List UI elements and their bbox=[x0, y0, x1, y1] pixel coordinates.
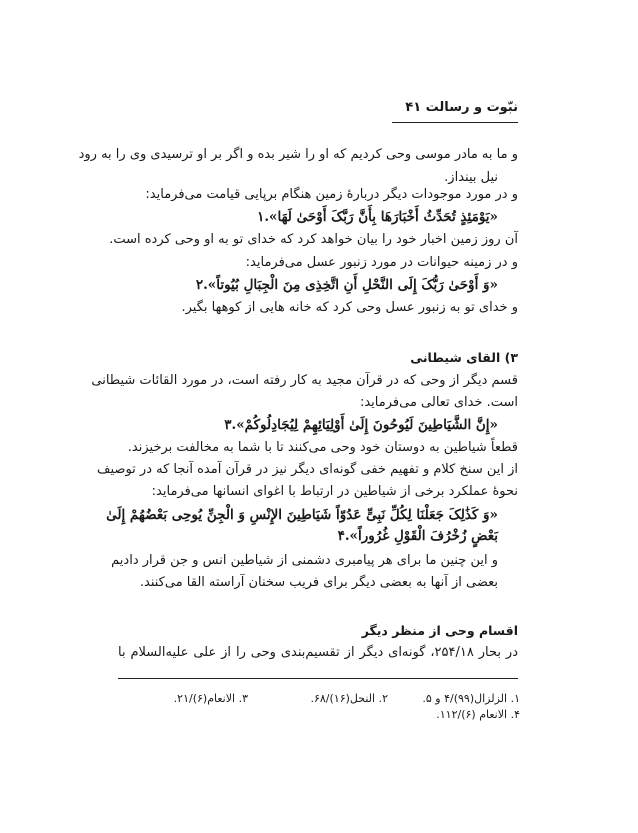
footnote-1: ۱. الزلزال(۹۹)/۴ و ۵. bbox=[422, 692, 520, 705]
footnote-3: ۳. الانعام(۶)/۲۱. bbox=[173, 692, 248, 705]
quran-verse-4b: بَعْضٍ زُخْرُفَ الْقَوْلِ غُرُوراً».۴ bbox=[337, 528, 498, 544]
footnote-divider bbox=[118, 678, 518, 679]
quran-verse-1: «یَوْمَئِذٍ تُحَدِّثُ أَخْبَارَهَا بِأَنَّ رَبَّکَ أَوْحَىٰ لَهَا».۱ bbox=[257, 209, 498, 225]
section1-line-4: قطعاً شیاطین به دوستان خود وحی می‌کنند تا با شما به مخالفت برخیزند. bbox=[127, 440, 518, 455]
quran-verse-4a: «وَ کَذَٰلِکَ جَعَلْنَا لِکُلِّ نَبِیٍّ عَدُوّاً شَیَاطِینَ الإِنْسِ وَ الْجِنِّ یُوحِی بَعْضُهُمْ إِلَىٰ bbox=[106, 507, 498, 523]
body-line-6: و در زمینه حیوانات در مورد زنبور عسل می‌فرماید: bbox=[245, 255, 518, 270]
section-heading-types: اقسام وحی از منظر دیگر bbox=[361, 623, 518, 638]
section1-line-5: از این سنخ کلام و تفهیم خفی گونه‌ای دیگر نیز در قرآن آمده آنجا که در توصیف bbox=[97, 462, 518, 477]
body-line-1: و ما به مادر موسی وحی کردیم که او را شیر بده و اگر بر او ترسیدی وی را به رود bbox=[78, 147, 518, 162]
footnote-4: ۴. الانعام (۶)/۱۱۲. bbox=[436, 708, 520, 721]
section1-line-1: قسم دیگر از وحی که در قرآن مجید به کار رفته است، در مورد القائات شیطانی bbox=[91, 373, 518, 388]
body-line-8: و خدای تو به زنبور عسل وحی کرد که خانه هایی از کوهها بگیر. bbox=[181, 300, 518, 315]
body-line-3: و در مورد موجودات دیگر دربارهٔ زمین هنگام برپایی قیامت می‌فرماید: bbox=[145, 187, 518, 202]
running-header: نبّوت و رسالت ۴۱ bbox=[405, 100, 518, 115]
body-line-2: نیل بینداز. bbox=[444, 170, 498, 185]
quran-verse-2: «وَ أَوْحَىٰ رَبُّکَ إِلَى النَّحْلِ أَنِ اتَّخِذِی مِنَ الْجِبَالِ بُیُوتاً».۲ bbox=[195, 277, 498, 293]
section1-line-9: و این چنین ما برای هر پیامبری دشمنی از شیاطین انس و جن قرار دادیم bbox=[111, 553, 498, 568]
section1-line-2: است. خدای تعالی می‌فرماید: bbox=[359, 395, 518, 410]
body-line-5: آن روز زمین اخبار خود را بیان خواهد کرد که خدای تو به او وحی کرده است. bbox=[109, 232, 518, 247]
header-divider bbox=[392, 122, 518, 123]
footnote-2: ۲. النحل(۱۶)/۶۸. bbox=[310, 692, 388, 705]
section1-line-10: بعضی از آنها به بعضی دیگر برای فریب سخنان آراسته القا می‌کنند. bbox=[139, 575, 498, 590]
section-heading-satanic: ۳) القای شیطانی bbox=[410, 350, 518, 365]
quran-verse-3: «إِنَّ الشَّیَاطِینَ لَیُوحُونَ إِلَىٰ أَوْلِیَائِهِمْ لِیُجَادِلُوکُمْ».۳ bbox=[224, 417, 498, 433]
section1-line-6: نحوهٔ عملکرد برخی از شیاطین در ارتباط با اغوای انسانها می‌فرماید: bbox=[151, 484, 518, 499]
section2-line-1: در بحار ۲۵۴/۱۸، گونه‌ای دیگر از تقسیم‌بندی وحی را از علی علیه‌السلام با bbox=[118, 645, 518, 660]
